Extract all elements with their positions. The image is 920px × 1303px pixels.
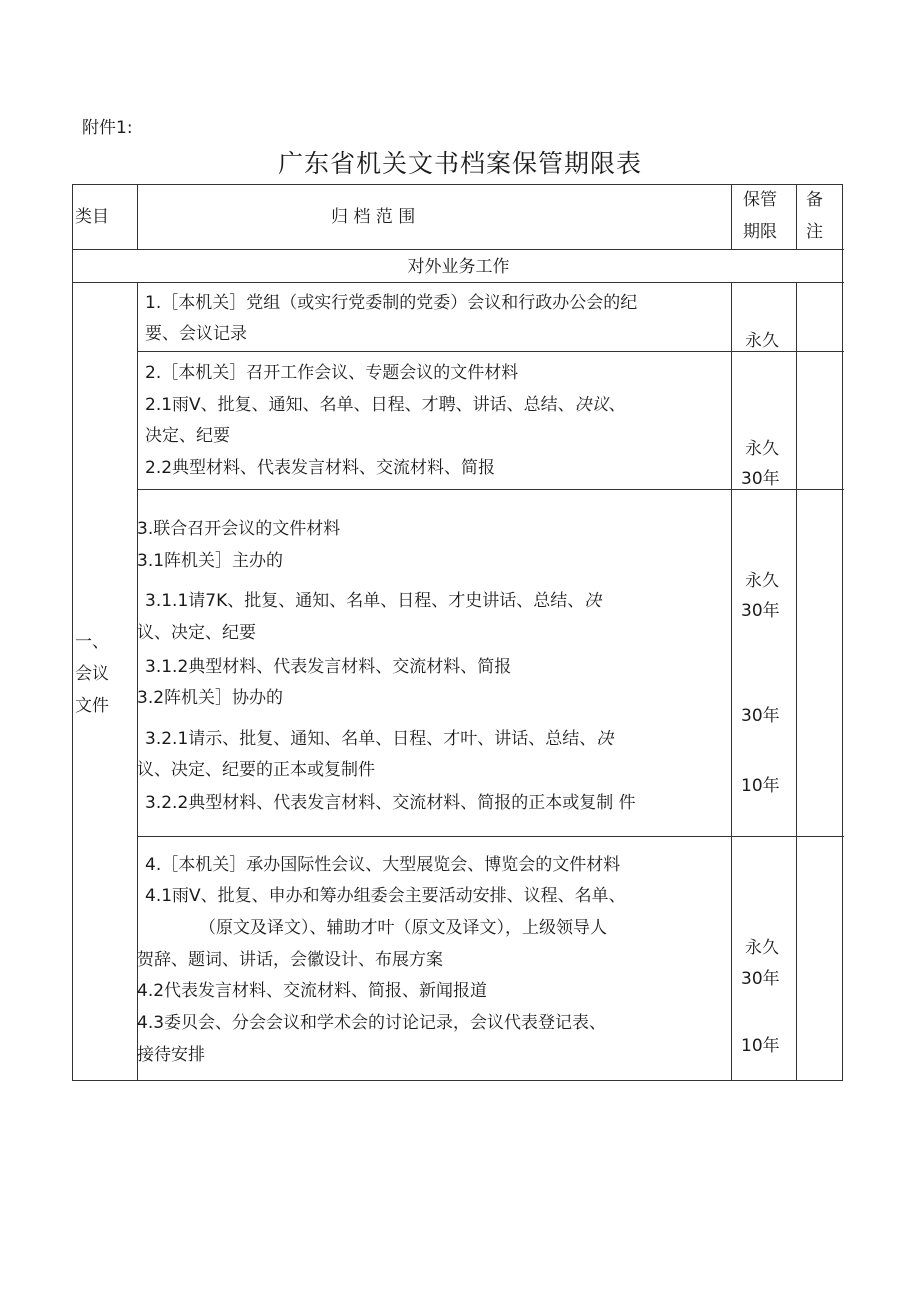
retention-value: 永久 bbox=[745, 938, 779, 958]
scope-line: 2.［本机关］召开工作会议、专题会议的文件材料 bbox=[145, 363, 519, 383]
scope-line-text: 、 bbox=[608, 395, 626, 415]
scope-line: 决定、纪要 bbox=[145, 426, 230, 446]
scope-line: 1.［本机关］党组（或实行党委制的党委）会议和行政办公会的纪 bbox=[145, 293, 638, 313]
scope-line bbox=[145, 724, 613, 749]
row-divider bbox=[137, 489, 844, 490]
scope-line-italic: 决 bbox=[596, 729, 614, 749]
col-divider bbox=[137, 185, 138, 249]
col-divider bbox=[796, 185, 797, 249]
scope-line: 4.1雨V、批复、申办和筹办组委会主要活动安排、议程、名单、 bbox=[145, 886, 626, 906]
scope-line-text: 3.2.1请示、批复、通知、名单、日程、才叶、讲话、总结、 bbox=[145, 729, 597, 749]
scope-line: 要、会议记录 bbox=[145, 324, 247, 344]
scope-line: （原文及译文）、辅助才叶（原文及译文），上级领导人 bbox=[199, 918, 607, 938]
retention-value: 永久 bbox=[745, 571, 779, 591]
scope-line: 2.2典型材料、代表发言材料、交流材料、简报 bbox=[145, 458, 496, 478]
scope-line: 3.1阵机关］主办的 bbox=[137, 551, 284, 571]
page-title: 广东省机关文书档案保管期限表 bbox=[277, 149, 642, 178]
row-divider bbox=[137, 836, 844, 837]
category-line-2: 会议 bbox=[75, 664, 109, 684]
scope-line: 3.联合召开会议的文件材料 bbox=[137, 519, 341, 539]
retention-value: 30年 bbox=[741, 601, 780, 621]
retention-value: 10年 bbox=[741, 776, 780, 796]
col-divider bbox=[731, 282, 732, 1081]
retention-value: 30年 bbox=[741, 469, 780, 489]
scope-line bbox=[145, 390, 626, 415]
scope-line-text: 3.1.1请7K、批复、通知、名单、日程、才史讲话、总结、 bbox=[145, 591, 585, 611]
scope-line: 3.2.2典型材料、代表发言材料、交流材料、简报的正本或复制 件 bbox=[145, 793, 636, 813]
header-remark-1: 备 bbox=[806, 190, 823, 210]
scope-line: 4.2代表发言材料、交流材料、简报、新闻报道 bbox=[137, 981, 488, 1001]
scope-line: 3.1.2典型材料、代表发言材料、交流材料、简报 bbox=[145, 657, 512, 677]
header-retention-2: 期限 bbox=[743, 222, 777, 242]
scope-line: 接待安排 bbox=[137, 1045, 205, 1065]
header-scope: 归 档 范 围 bbox=[331, 207, 416, 227]
col-divider bbox=[796, 282, 797, 1081]
col-divider bbox=[731, 185, 732, 249]
row-divider bbox=[73, 282, 844, 283]
scope-line-italic: 决 bbox=[584, 591, 602, 611]
retention-value: 永久 bbox=[745, 331, 779, 351]
header-category: 类目 bbox=[75, 207, 109, 227]
scope-line bbox=[145, 586, 601, 611]
retention-value: 30年 bbox=[741, 969, 780, 989]
section-heading: 对外业务工作 bbox=[407, 257, 510, 277]
retention-value: 10年 bbox=[741, 1036, 780, 1056]
row-divider bbox=[73, 249, 844, 250]
category-line-1: 一、 bbox=[75, 632, 109, 652]
scope-line: 议、决定、纪要 bbox=[137, 623, 256, 643]
header-remark-2: 注 bbox=[806, 222, 823, 242]
retention-value: 永久 bbox=[745, 439, 779, 459]
scope-line: 议、决定、纪要的正本或复制件 bbox=[137, 760, 375, 780]
scope-line: 3.2阵机关］协办的 bbox=[137, 688, 284, 708]
retention-table bbox=[72, 184, 843, 1081]
scope-line-italic: 决议 bbox=[574, 395, 609, 415]
scope-line-text: 2.1雨V、批复、通知、名单、日程、才聘、讲话、总结、 bbox=[145, 395, 575, 415]
retention-value: 30年 bbox=[741, 706, 780, 726]
attachment-label: 附件1: bbox=[82, 118, 133, 138]
category-line-3: 文件 bbox=[75, 696, 109, 716]
scope-line: 4.［本机关］承办国际性会议、大型展览会、博览会的文件材料 bbox=[145, 855, 621, 875]
header-retention-1: 保管 bbox=[743, 190, 777, 210]
scope-line: 4.3委贝会、分会会议和学术会的讨论记录，会议代表登记表、 bbox=[137, 1013, 607, 1033]
scope-line: 贺辞、题词、讲话，会徽设计、布展方案 bbox=[137, 950, 443, 970]
row-divider bbox=[137, 351, 844, 352]
